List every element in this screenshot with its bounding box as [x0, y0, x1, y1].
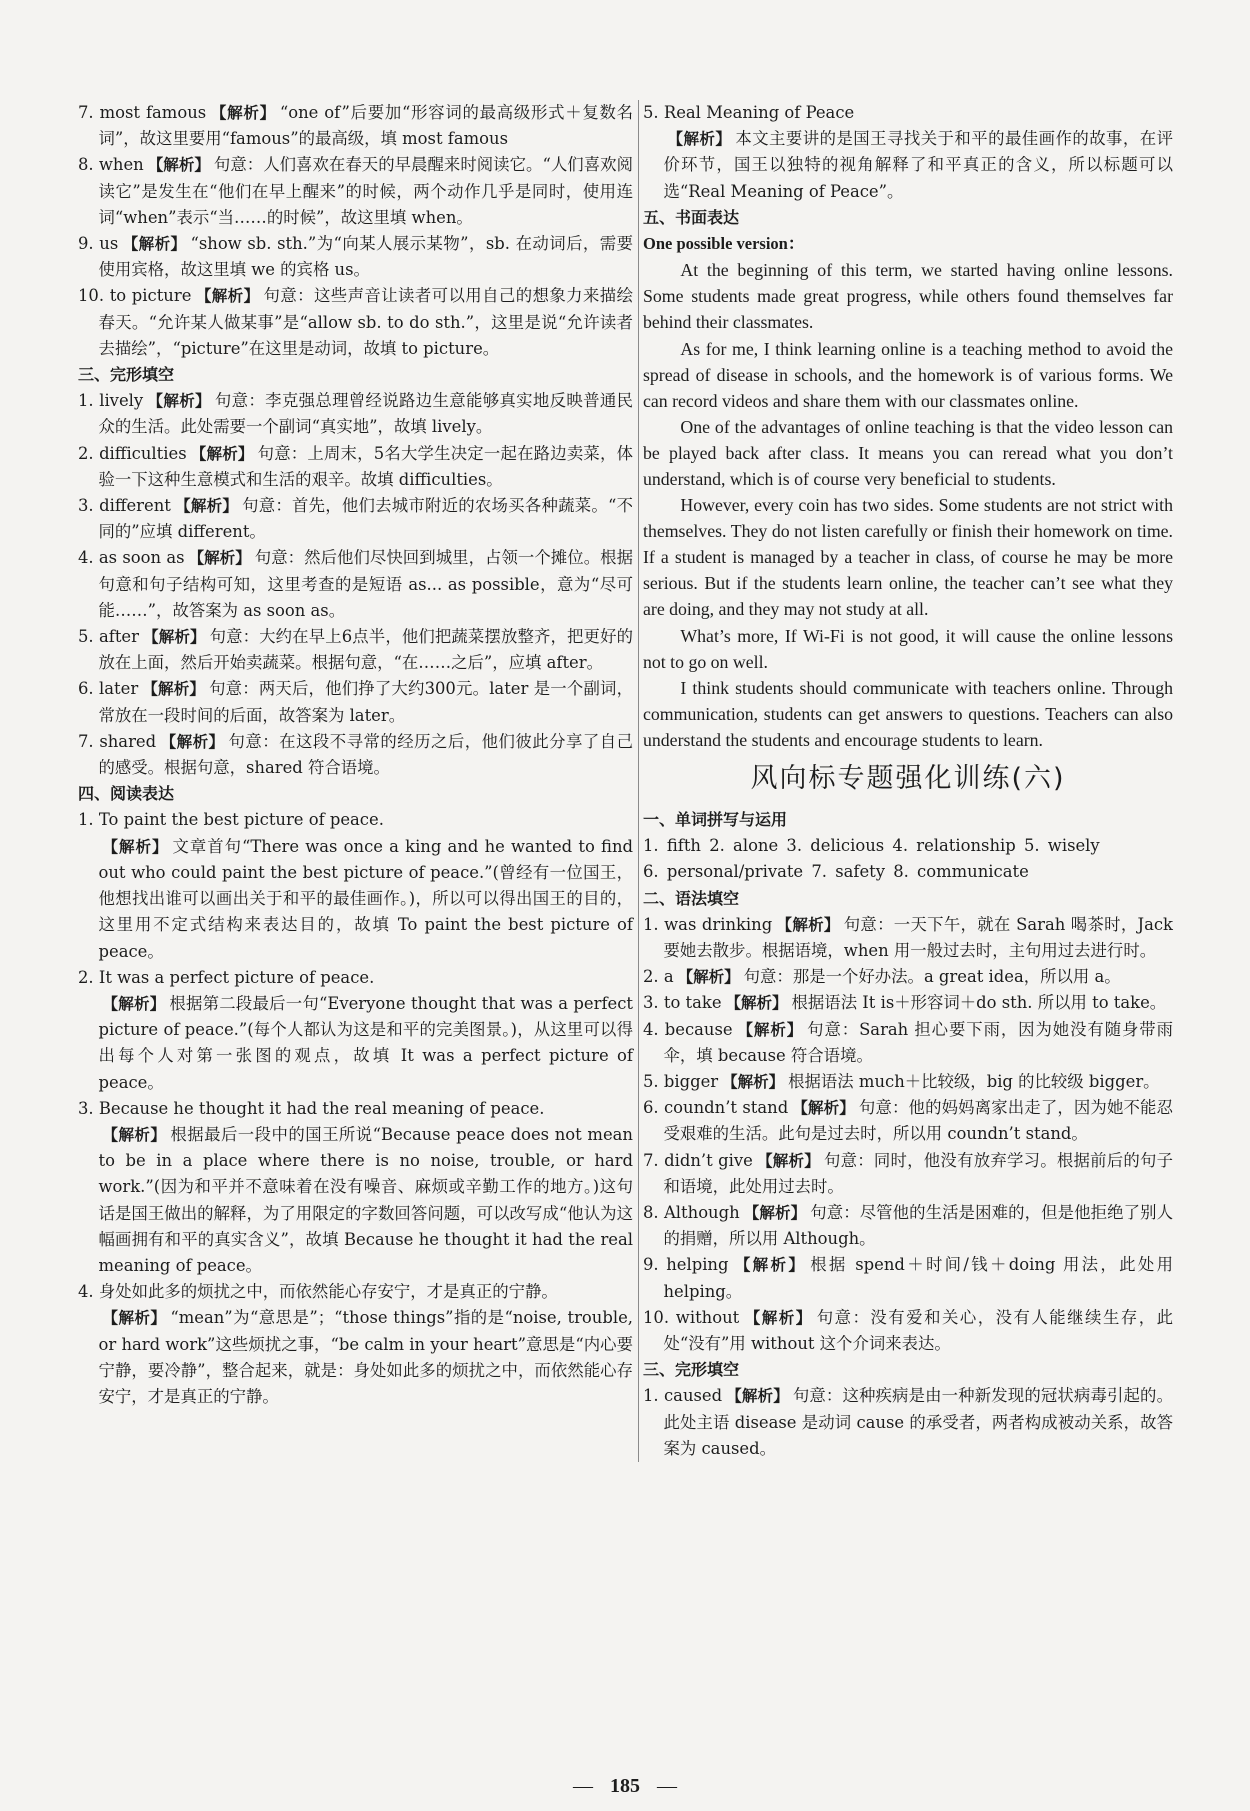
answer-item: [643, 990, 1173, 1016]
analysis-text: 句意：尽管他的生活是困难的，但是他拒绝了别人的捐赠，所以用 Although。: [663, 1203, 1173, 1249]
analysis-text: 句意：没有爱和关心，没有人能继续生存，此处“没有”用 without 这个介词来表达。: [663, 1307, 1173, 1354]
analysis-paragraph: [78, 991, 633, 1096]
section-heading: 二、语法填空: [643, 888, 740, 908]
answer-text: a: [663, 967, 674, 987]
answer-text: didn’t give: [664, 1150, 753, 1170]
analysis-text: 句意：上周末，5名大学生决定一起在路边卖菜，体验一下这种生意模式和生活的艰辛。故填 difficulties。: [98, 443, 633, 489]
answer-text: caused: [664, 1386, 723, 1406]
analysis-label: 【解析】: [736, 1020, 804, 1039]
analysis-text: 句意：两天后，他们挣了大约300元。later 是一个副词，常放在一段时间的后面，故答案为 later。: [98, 679, 633, 725]
analysis-paragraph: [643, 126, 1173, 205]
analysis-label: 【解析】: [147, 392, 211, 411]
essay-paragraph: What’s more, If Wi-Fi is not good, it will cause the online lessons not to go on well.: [643, 625, 1173, 672]
item-number: 5.: [643, 1072, 659, 1092]
analysis-text: 本文主要讲的是国王寻找关于和平的最佳画作的故事，在评价环节，国王以独特的视角解释了和平真正的含义，所以标题可以选“Real Meaning of Peace”。: [663, 129, 1173, 201]
item-number: 7.: [78, 103, 94, 122]
item-number: 1.: [78, 391, 94, 411]
analysis-paragraph: [78, 1122, 633, 1279]
item-number: 7.: [78, 731, 94, 751]
answer-item: [643, 964, 1173, 990]
answer-item: [78, 388, 633, 440]
analysis-text: “show sb. sth.”为“向某人展示某物”，sb. 在动词后，需要使用宾格，故这里填 we 的宾格 us。: [98, 234, 633, 280]
answer-text: as soon as: [98, 548, 185, 568]
answer-item: [78, 231, 633, 283]
section-heading: 三、完形填空: [78, 365, 175, 385]
answer-text: because: [664, 1019, 733, 1039]
answer-item: [78, 100, 633, 152]
right-column: [638, 100, 1173, 1462]
answer-text: to take: [663, 993, 722, 1013]
answer-item: [78, 493, 633, 545]
answer-line: 5. Real Meaning of Peace: [643, 103, 855, 122]
section-heading: 五、书面表达: [643, 207, 740, 227]
essay-paragraph: However, every coin has two sides. Some students are not strict with themselves. They do not listen carefully or finish their homework on time. If a student is managed by a teacher in class, of course he may be more serious. But if the students learn online, the teacher can’t see what they are doing, and they may not study at all.: [643, 495, 1173, 620]
analysis-label: 【解析】: [732, 1256, 807, 1275]
analysis-label: 【解析】: [147, 156, 210, 175]
analysis-label: 【解析】: [102, 994, 166, 1013]
answer-text: difficulties: [99, 443, 187, 463]
analysis-label: 【解析】: [160, 732, 225, 751]
analysis-text: “one of”后要加“形容词的最高级形式＋复数名词”，故这里要用“famous”的最高级，填 most famous: [98, 103, 633, 149]
analysis-label: 【解析】: [142, 680, 206, 699]
analysis-text: 句意：首先，他们去城市附近的农场买各种蔬菜。“不同的”应填 different。: [98, 496, 633, 542]
answer-text: Although: [663, 1203, 740, 1223]
answer-text: helping: [666, 1255, 729, 1275]
answer-text: lively: [99, 391, 144, 411]
analysis-text: 句意：李克强总理曾经说路边生意能够真实地反映普通民众的生活。此处需要一个副词“真实地”，故填 lively。: [98, 391, 633, 437]
item-number: 9.: [78, 234, 94, 254]
analysis-label: 【解析】: [102, 1309, 167, 1328]
item-number: 7.: [643, 1150, 659, 1170]
answer-text: later: [99, 679, 139, 699]
analysis-text: 句意：这种疾病是由一种新发现的冠状病毒引起的。此处主语 disease 是动词 cause 的承受者，两者构成被动关系，故答案为 caused。: [663, 1386, 1173, 1458]
left-column: [78, 100, 633, 1410]
answer-text: shared: [99, 731, 157, 751]
analysis-label: 【解析】: [102, 837, 169, 856]
analysis-text: 文章首句“There was once a king and he wanted to find out who could paint the best picture of peace.”(曾经有一位国王，他想找出谁可以画出关于和平的最佳画作。)，所以可以得出国王的目的，这里用不定式结构来表达目的，故填 To paint the best picture of peace。: [98, 836, 633, 961]
analysis-label: 【解析】: [725, 994, 788, 1013]
analysis-paragraph: [78, 834, 633, 965]
answer-item: [643, 1305, 1173, 1357]
analysis-text: 句意：大约在早上6点半，他们把蔬菜摆放整齐，把更好的放在上面，然后开始卖蔬菜。根据句意，“在……之后”，应填 after。: [98, 627, 633, 673]
analysis-label: 【解析】: [722, 1073, 785, 1092]
page-footer: [0, 1775, 1250, 1798]
answer-line: 3. Because he thought it had the real meaning of peace.: [78, 1098, 545, 1118]
answer-item: [78, 545, 633, 624]
item-number: 10.: [78, 286, 105, 306]
answer-text: after: [98, 627, 139, 647]
analysis-label: 【解析】: [102, 1125, 167, 1144]
analysis-text: 句意：Sarah 担心要下雨，因为她没有随身带雨伞，填 because 符合语境。: [663, 1019, 1173, 1065]
analysis-label: 【解析】: [743, 1308, 813, 1327]
answer-text: coundn’t stand: [664, 1098, 789, 1118]
essay-paragraph: As for me, I think learning online is a teaching method to avoid the spread of disease in schools, and the homework is of various forms. We can record videos and share them with our classmates online.: [643, 338, 1173, 411]
analysis-text: 句意：这些声音让读者可以用自己的想象力来描绘春天。“允许某人做某事”是“allow sb. to do sth.”，这里是说“允许读者去描绘”，“picture”在这里是动词，故填 to picture。: [98, 286, 633, 358]
analysis-label: 【解析】: [122, 235, 187, 254]
analysis-label: 【解析】: [210, 104, 276, 122]
section-heading: 四、阅读表达: [78, 784, 175, 804]
analysis-text: 根据最后一段中的国王所说“Because peace does not mean to be in a place where there is no noise, trouble, or hard work.”(因为和平并不意味着在没有噪音、麻烦或辛勤工作的地方。)这句话是国王做出的解释，为了用限定的字数回答问题，可以改写成“他认为这幅画拥有和平的真实含义”，故填 Because he thought it had the real meaning of peace。: [98, 1124, 633, 1275]
footer-dash: —: [573, 1775, 593, 1797]
analysis-text: 句意：在这段不寻常的经历之后，他们彼此分享了自己的感受。根据句意，shared 符合语境。: [98, 731, 633, 778]
section-heading: 一、单词拼写与运用: [643, 810, 788, 829]
analysis-paragraph: [78, 1305, 633, 1410]
analysis-text: 根据第二段最后一句“Everyone thought that was a perfect picture of peace.”(每个人都认为这是和平的完美图景。)，从这里可以得出每个人对第一张图的观点，故填 It was a perfect picture of peace。: [98, 993, 633, 1092]
word-answers: 6. personal/private 7. safety 8. communicate: [643, 862, 1029, 882]
item-number: 9.: [643, 1255, 659, 1275]
analysis-label: 【解析】: [195, 287, 260, 306]
analysis-text: 句意：人们喜欢在春天的早晨醒来时阅读它。“人们喜欢阅读它”是发生在“他们在早上醒来”的时候，两个动作几乎是同时，使用连词“when”表示“当……的时候”，故这里填 when。: [98, 155, 633, 227]
word-answers: 1. fifth 2. alone 3. delicious 4. relationship 5. wisely: [643, 836, 1100, 856]
section-heading: 三、完形填空: [643, 1360, 740, 1380]
analysis-label: 【解析】: [188, 549, 251, 568]
answer-item: [643, 1148, 1173, 1200]
answer-text: was drinking: [664, 914, 773, 934]
answer-text: most famous: [99, 103, 207, 122]
answer-item: [643, 1252, 1173, 1304]
item-number: 4.: [78, 548, 94, 568]
answer-line: 2. It was a perfect picture of peace.: [78, 967, 375, 987]
essay-paragraph: At the beginning of this term, we started having online lessons. Some students made great progress, while others found themselves far behind their classmates.: [643, 260, 1173, 333]
item-number: 6.: [643, 1098, 659, 1118]
analysis-text: 句意：然后他们尽快回到城里，占领一个摊位。根据句意和句子结构可知，这里考查的是短语 as... as possible，意为“尽可能……”，故答案为 as soon as。: [98, 548, 633, 620]
answer-item: [78, 441, 633, 493]
item-number: 1.: [643, 1386, 659, 1406]
analysis-text: “mean”为“意思是”；“those things”指的是“noise, trouble, or hard work”这些烦扰之事，“be calm in your heart”意思是“内心要宁静，要冷静”，整合起来，就是：身处如此多的烦扰之中，而依然能心存安宁，才是真正的宁静。: [98, 1308, 633, 1406]
analysis-label: 【解析】: [743, 1204, 807, 1223]
analysis-label: 【解析】: [677, 968, 740, 987]
analysis-label: 【解析】: [792, 1099, 855, 1118]
analysis-label: 【解析】: [142, 628, 206, 647]
analysis-text: 根据语法 much＋比较级，big 的比较级 bigger。: [788, 1072, 1160, 1092]
item-number: 10.: [643, 1307, 670, 1327]
item-number: 6.: [78, 679, 94, 699]
analysis-text: 句意：那是一个好办法。a great idea，所以用 a。: [743, 967, 1121, 987]
item-number: 5.: [78, 627, 94, 647]
analysis-text: 句意：一天下午，就在 Sarah 喝茶时，Jack 要她去散步。根据语境，when 用一般过去时，主句用过去进行时。: [663, 914, 1173, 961]
analysis-label: 【解析】: [174, 497, 239, 516]
essay-paragraph: I think students should communicate with teachers online. Through communication, students can get answers to questions. Teachers can also understand the students and encourage students to learn.: [643, 677, 1173, 750]
answer-text: different: [99, 496, 171, 516]
item-number: 3.: [643, 993, 659, 1013]
sub-heading: One possible version：: [643, 234, 805, 254]
training-title: 风向标专题强化训练(六): [750, 763, 1066, 794]
item-number: 2.: [643, 967, 659, 987]
answer-text: when: [98, 155, 144, 175]
item-number: 1.: [643, 914, 659, 934]
answer-text: us: [99, 234, 119, 254]
answer-line: 1. To paint the best picture of peace.: [78, 810, 384, 830]
item-number: 8.: [643, 1203, 659, 1223]
answer-item: [643, 1095, 1173, 1147]
analysis-label: 【解析】: [776, 915, 840, 934]
answer-item: [78, 283, 633, 362]
answer-text: bigger: [663, 1072, 719, 1092]
answer-item: [78, 624, 633, 676]
answer-text: without: [675, 1307, 740, 1327]
analysis-text: 句意：他的妈妈离家出走了，因为她不能忍受艰难的生活。此句是过去时，所以用 coundn’t stand。: [663, 1098, 1173, 1144]
analysis-label: 【解析】: [726, 1387, 789, 1406]
answer-item: [643, 1200, 1173, 1252]
item-number: 2.: [78, 443, 94, 463]
answer-line: 4. 身处如此多的烦扰之中，而依然能心存安宁，才是真正的宁静。: [78, 1282, 558, 1302]
essay-paragraph: One of the advantages of online teaching is that the video lesson can be played back after class. It means you can reread what you don’t understand, which is of course very beneficial to students.: [643, 416, 1173, 489]
answer-item: [78, 729, 633, 781]
analysis-label: 【解析】: [190, 444, 254, 463]
answer-item: [643, 912, 1173, 964]
item-number: 8.: [78, 155, 94, 175]
analysis-text: 句意：同时，他没有放弃学习。根据前后的句子和语境，此处用过去时。: [663, 1150, 1174, 1196]
answer-item: [78, 152, 633, 231]
answer-item: [643, 1069, 1173, 1095]
answer-item: [643, 1383, 1173, 1462]
item-number: 4.: [643, 1019, 659, 1039]
footer-dash: —: [657, 1775, 677, 1797]
answer-text: to picture: [109, 286, 192, 306]
item-number: 3.: [78, 496, 94, 516]
answer-item: [643, 1017, 1173, 1069]
analysis-text: 根据语法 It is＋形容词＋do sth. 所以用 to take。: [791, 993, 1167, 1013]
analysis-text: 根据 spend＋时间/钱＋doing 用法，此处用 helping。: [663, 1255, 1173, 1301]
answer-item: [78, 676, 633, 728]
analysis-label: 【解析】: [756, 1151, 821, 1170]
analysis-label: 【解析】: [667, 130, 732, 149]
page-number: 185: [610, 1775, 640, 1797]
